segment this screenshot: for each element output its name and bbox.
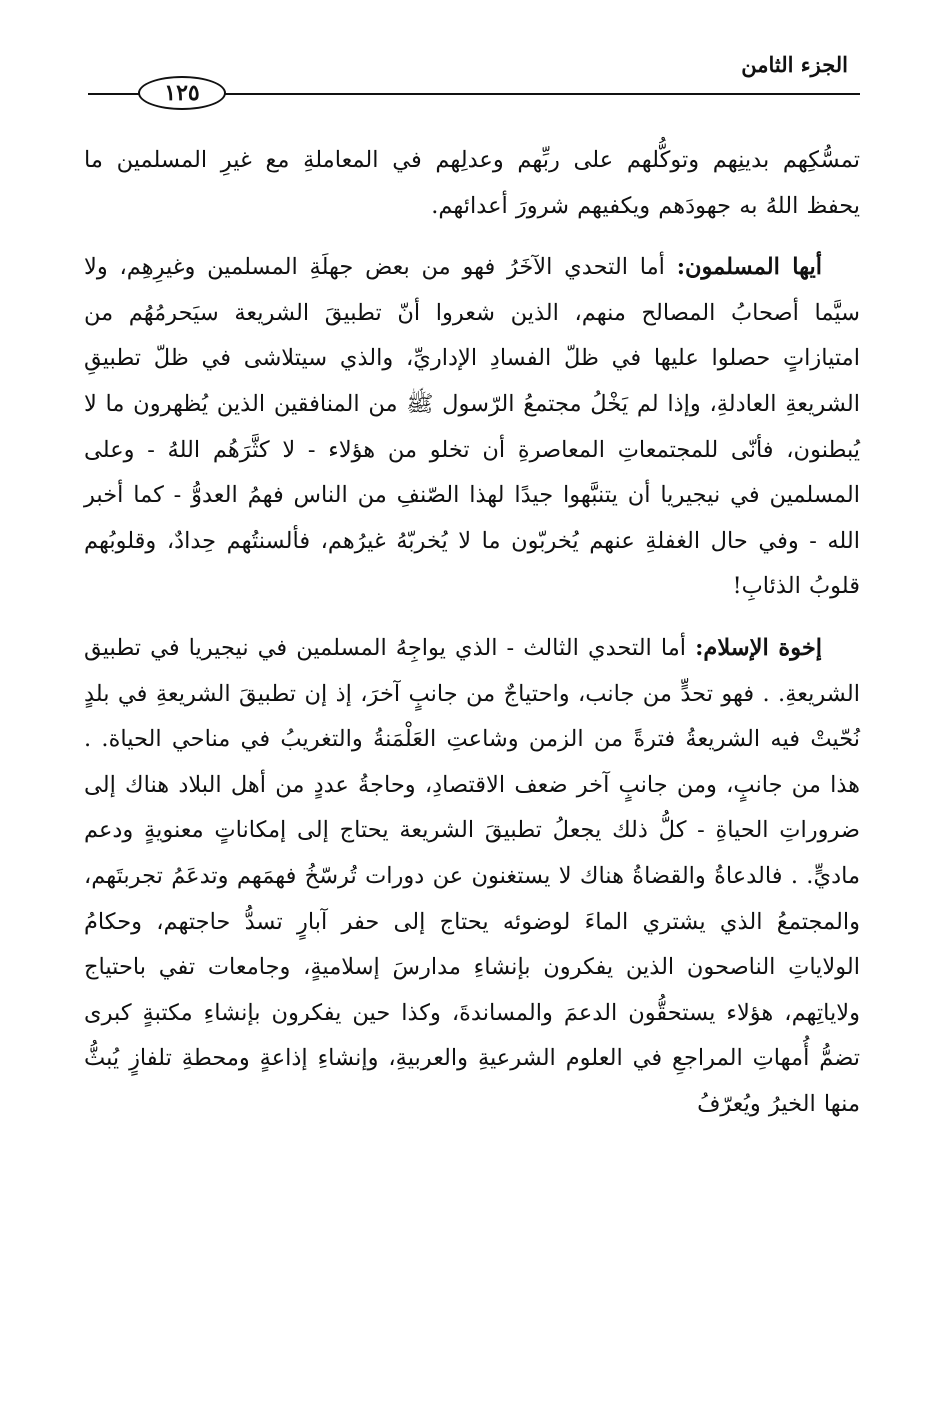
paragraph-1	[84, 138, 860, 229]
paragraph-lead: إخوة الإسلام:	[695, 634, 822, 661]
paragraph-text: أما التحدي الثالث - الذي يواجِهُ المسلمين في نيجيريا في تطبيق الشريعةِ. . فهو تحدٍّ من جانب، واحتياجٌ من جانبٍ آخرَ، إذ إن تطبيقَ الشريعةِ في بلدٍ نُحّيتْ فيه الشريعةُ فترةً من الزمن وشاعتِ العَلْمَنةُ والتغريبُ في مناحي الحياة. . هذا من جانبٍ، ومن جانبٍ آخر ضعف الاقتصادِ، وحاجةُ عددٍ من أهل البلاد هناك إلى ضروراتِ الحياةِ - كلُّ ذلك يجعلُ تطبيقَ الشريعة يحتاج إلى إمكاناتٍ معنويةٍ ودعم ماديٍّ. . فالدعاةُ والقضاةُ هناك لا يستغنون عن دورات تُرسّخُ فهمَهم وتدعَمُ تجربتَهم، والمجتمعُ الذي يشتري الماءَ لوضوئه يحتاج إلى حفر آبارٍ تسدُّ حاجتهم، وحكامُ الولاياتِ الناصحون الذين يفكرون بإنشاءِ مدارسَ إسلاميةٍ، وجامعات تفي باحتياج ولاياتِهم، هؤلاء يستحقُّون الدعمَ والمساندةَ، وكذا حين يفكرون بإنشاءِ مكتبةٍ كبرى تضمُّ أُمهاتِ المراجعِ في العلوم الشرعيةِ والعربيةِ، وإنشاءِ إذاعةٍ ومحطةِ تلفازٍ يُبثُّ منها الخيرُ ويُعرّفُ	[84, 634, 860, 1117]
body-text	[84, 138, 860, 1127]
paragraph-lead: أيها المسلمون:	[676, 254, 823, 281]
paragraph-text: أما التحدي الآخَرُ فهو من بعض جهلَةِ المسلمين وغيرِهِم، ولا سيَّما أصحابُ المصالح منهم، الذين شعروا أنّ تطبيقَ الشريعة سيَحرمُهُم من امتيازاتٍ حصلوا عليها في ظلّ الفسادِ الإداريِّ، والذي سيتلاشى في ظلّ تطبيقِ الشريعةِ العادلةِ، وإذا لم يَخْلُ مجتمعُ الرّسول ﷺ من المنافقين الذين يُظهرون ما لا يُبطنون، فأنّى للمجتمعاتِ المعاصرةِ أن تخلو من هؤلاء - لا كثَّرَهُم اللهُ - وعلى المسلمين في نيجيريا أن يتنبَّهوا جيدًا لهذا الصّنفِ من الناس فهمُ العدوُّ - كما أخبر الله - وفي حال الغفلةِ عنهم يُخربّون ما لا يُخربّهُ غيرُهم، فألسنتُهم حِدادٌ، وقلوبُهم قلوبُ الذئابِ!	[84, 254, 860, 600]
paragraph-3	[84, 626, 860, 1128]
running-title: الجزء الثامن	[741, 52, 848, 77]
paragraph-text: تمسُّكِهم بدينِهم وتوكُّلهم على ربِّهم وعدلِهم في المعاملةِ مع غيرِ المسلمين ما يحفظ اللهُ به جهودَهم ويكفيهم شرورَ أعدائهم.	[84, 147, 860, 219]
paragraph-2	[84, 245, 860, 610]
page-number-badge: ١٢٥	[138, 76, 226, 110]
